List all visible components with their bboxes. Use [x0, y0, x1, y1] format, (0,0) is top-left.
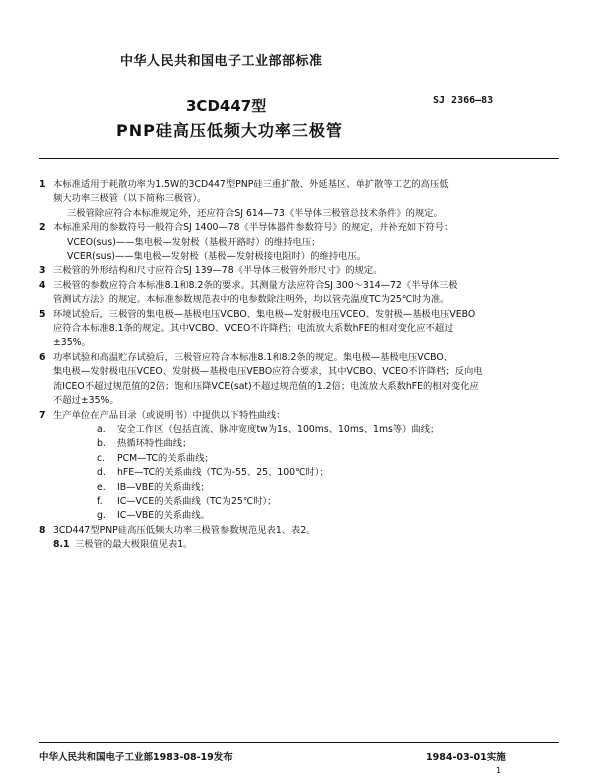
list-marker: e. [97, 481, 106, 493]
document-body [39, 178, 559, 553]
issued-date: 中华人民共和国电子工业部1983-08-19发布 [39, 752, 233, 763]
clause-text: 生产单位在产品目录（或说明书）中提供以下特性曲线： [53, 409, 286, 421]
body-line [39, 236, 559, 250]
clause-text: 三极管的最大极限值见表1。 [75, 539, 193, 551]
clause-text: 集电极—发射极电压VCEO、发射极—基极电压VEBO应符合要求，其中VCBO、VCEO不许降档；反向电 [53, 366, 483, 378]
document-title: PNP硅高压低频大功率三极管 [116, 121, 343, 140]
body-line [39, 495, 559, 509]
body-line [39, 207, 559, 221]
body-line [39, 481, 559, 495]
clause-number: 5 [39, 308, 46, 320]
clause-number: 2 [39, 222, 46, 234]
clause-text: VCER(sus)——集电极—发射极（基极—发射极接电阻时）的维持电压。 [67, 251, 367, 263]
clause-number: 6 [39, 351, 46, 363]
clause-text: ±35%。 [53, 337, 91, 349]
body-line [39, 308, 559, 322]
body-line [39, 264, 559, 278]
top-rule [39, 158, 559, 159]
body-line [39, 322, 559, 336]
body-line [39, 178, 559, 192]
clause-number: 3 [39, 265, 46, 277]
body-line [39, 293, 559, 307]
clause-text: IC—VBE的关系曲线。 [117, 510, 210, 522]
clause-text: 本标准适用于耗散功率为1.5W的3CD447型PNP硅三重扩散、外延基区、单扩散等工艺的高压低 [53, 179, 449, 190]
clause-text: 本标准采用的参数符号一般符合SJ 1400—78《半导体器件参数符号》的规定，并补充如下符号： [53, 222, 454, 234]
clause-text: 3CD447型PNP硅高压低频大功率三极管参数规范见表1、表2。 [53, 524, 316, 536]
body-line [39, 524, 559, 538]
body-line [39, 466, 559, 480]
clause-text: 安全工作区（包括直流、脉冲宽度tw为1s、100ms、10ms、1ms等）曲线； [117, 423, 440, 435]
list-marker: f. [97, 495, 103, 507]
clause-text: 频大功率三极管（以下简称三极管）。 [53, 193, 207, 205]
clause-number: 8 [39, 524, 46, 536]
clause-number: 1 [39, 179, 46, 190]
body-line [39, 394, 559, 408]
clause-text: VCEO(sus)——集电极—发射极（基极开路时）的维持电压； [67, 236, 321, 248]
bottom-rule [39, 742, 559, 743]
clause-text: 环境试验后，三极管的集电极—基极电压VCBO、集电极—发射极电压VCEO、发射极—基极电压VEBO [53, 308, 476, 320]
body-line [39, 452, 559, 466]
clause-text: 三极管除应符合本标准规定外，还应符合SJ 614—73《半导体三极管总技术条件》的规定。 [67, 207, 443, 219]
list-marker: c. [97, 452, 106, 464]
clause-text: 三极管的参数应符合本标准8.1和8.2条的要求。其测量方法应符合SJ 300～314—72《半导体三极 [53, 279, 458, 291]
clause-text: IC—VCE的关系曲线（TC为25℃时）； [117, 495, 277, 507]
body-line [39, 509, 559, 523]
clause-text: 功率试验和高温贮存试验后，三极管应符合本标准8.1和8.2条的规定。集电极—基极电压VCBO、 [53, 351, 453, 363]
body-line [39, 250, 559, 264]
model-title: 3CD447型 [186, 97, 267, 115]
clause-number: 8.1 [53, 539, 70, 551]
effective-date: 1984-03-01实施 [426, 752, 506, 763]
body-line [39, 336, 559, 350]
body-line [39, 380, 559, 394]
issuer-header: 中华人民共和国电子工业部部标准 [120, 54, 323, 69]
clause-text: 应符合本标准8.1条的规定。其中VCBO、VCEO不许降档；电流放大系数hFE的相对变化应不超过 [53, 323, 454, 335]
clause-text: 流ICEO不超过规范值的2倍；饱和压降VCE(sat)不超过规范值的1.2倍；电流放大系数hFE的相对变化应 [53, 380, 479, 392]
clause-text: 热循环特性曲线； [117, 438, 192, 450]
clause-text: 管测试方法》的规定。本标准参数规范表中的电参数除注明外，均以管壳温度TC为25℃时为准。 [53, 294, 450, 306]
body-line [39, 279, 559, 293]
clause-text: 三极管的外形结构和尺寸应符合SJ 139—78《半导体三极管外形尺寸》的规定。 [53, 265, 383, 277]
body-line [39, 538, 559, 552]
page-number: 1 [496, 766, 502, 775]
clause-text: 不超过±35%。 [53, 395, 119, 407]
body-line [39, 409, 559, 423]
list-marker: b. [97, 438, 106, 450]
clause-text: PCM—TC的关系曲线； [117, 452, 214, 464]
body-line [39, 221, 559, 235]
body-line [39, 365, 559, 379]
standard-number: SJ 2366—83 [433, 95, 494, 106]
body-line [39, 192, 559, 206]
body-line [39, 437, 559, 451]
body-line [39, 351, 559, 365]
list-marker: g. [97, 510, 106, 522]
body-line [39, 423, 559, 437]
clause-text: hFE—TC的关系曲线（TC为-55、25、100℃时）； [117, 467, 329, 479]
clause-number: 4 [39, 279, 46, 291]
list-marker: d. [97, 467, 106, 479]
clause-number: 7 [39, 409, 46, 421]
clause-text: IB—VBE的关系曲线； [117, 481, 210, 493]
list-marker: a. [97, 423, 106, 435]
